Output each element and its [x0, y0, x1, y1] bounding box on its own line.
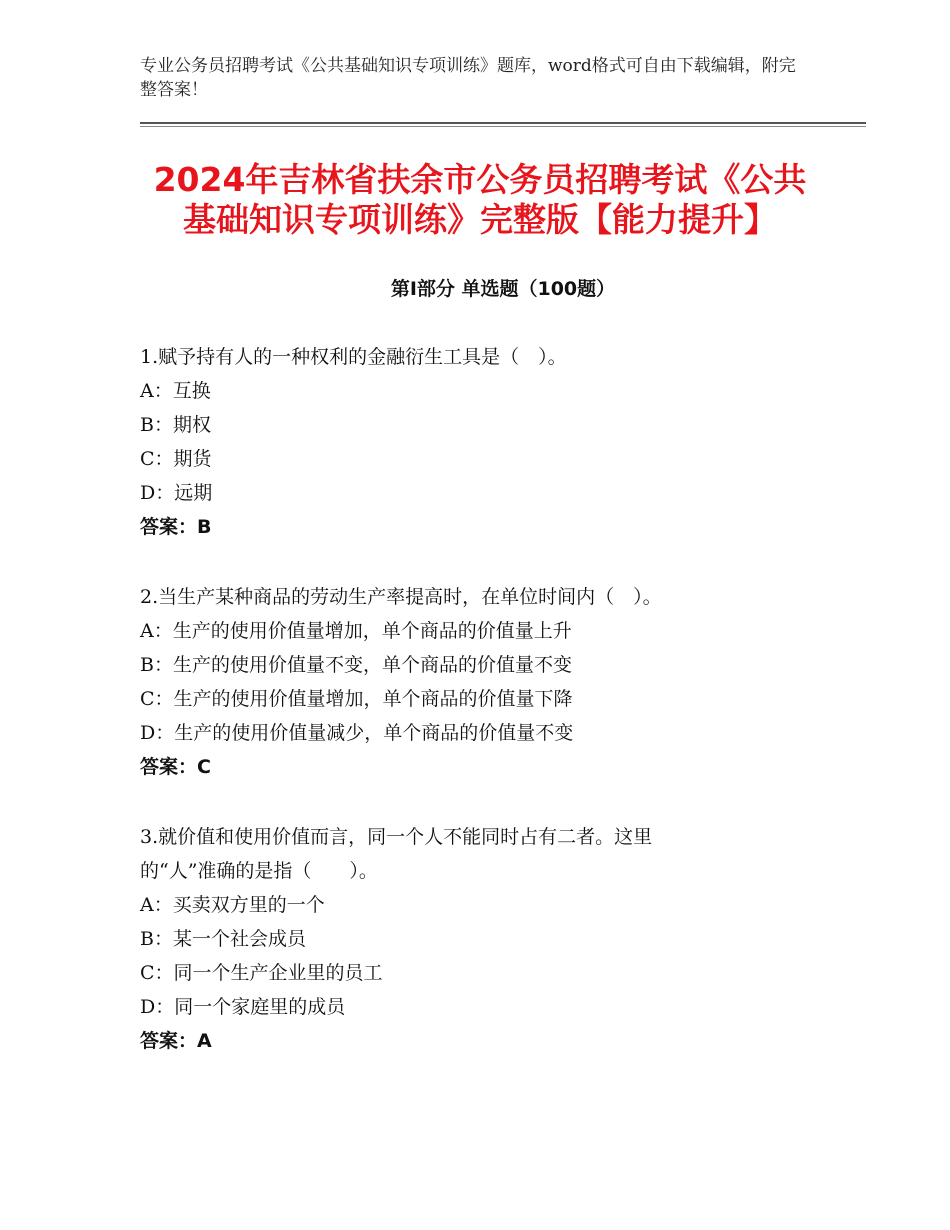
- option-b: B：期权: [140, 414, 211, 436]
- option-a: A：互换: [140, 380, 211, 402]
- question-stem-line-2: 的“人”准确的是指（ ）。: [140, 860, 378, 882]
- document-title: [120, 160, 840, 240]
- option-c: C：生产的使用价值量增加，单个商品的价值量下降: [140, 688, 573, 710]
- section-heading: 第Ⅰ部分 单选题（100题）: [390, 278, 616, 300]
- header-divider-thick: [140, 122, 866, 124]
- option-a: A：生产的使用价值量增加，单个商品的价值量上升: [140, 620, 572, 642]
- header-divider-thin: [140, 126, 866, 127]
- answer-line: 答案：B: [140, 516, 212, 538]
- option-a: A：买卖双方里的一个: [140, 894, 325, 916]
- option-c: C：同一个生产企业里的员工: [140, 962, 383, 984]
- document-title-line-2: 基础知识专项训练》完整版【能力提升】: [183, 200, 777, 239]
- document-title-line-1: 2024年吉林省扶余市公务员招聘考试《公共: [153, 160, 807, 199]
- question-stem-line-1: 3.就价值和使用价值而言，同一个人不能同时占有二者。这里: [140, 826, 653, 848]
- header-note: 专业公务员招聘考试《公共基础知识专项训练》题库，word格式可自由下载编辑，附完整答案！: [140, 56, 796, 100]
- question-1: [140, 340, 760, 544]
- question-2: [140, 580, 760, 784]
- option-b: B：生产的使用价值量不变，单个商品的价值量不变: [140, 654, 572, 676]
- question-stem: 1.赋予持有人的一种权利的金融衍生工具是（ ）。: [140, 346, 567, 368]
- option-d: D：生产的使用价值量减少，单个商品的价值量不变: [140, 722, 574, 744]
- answer-line: 答案：A: [140, 1030, 212, 1052]
- option-b: B：某一个社会成员: [140, 928, 306, 950]
- option-c: C：期货: [140, 448, 212, 470]
- question-stem: 2.当生产某种商品的劳动生产率提高时，在单位时间内（ ）。: [140, 586, 662, 608]
- option-d: D：远期: [140, 482, 213, 504]
- answer-line: 答案：C: [140, 756, 211, 778]
- question-3: [140, 820, 760, 1058]
- option-d: D：同一个家庭里的成员: [140, 996, 346, 1018]
